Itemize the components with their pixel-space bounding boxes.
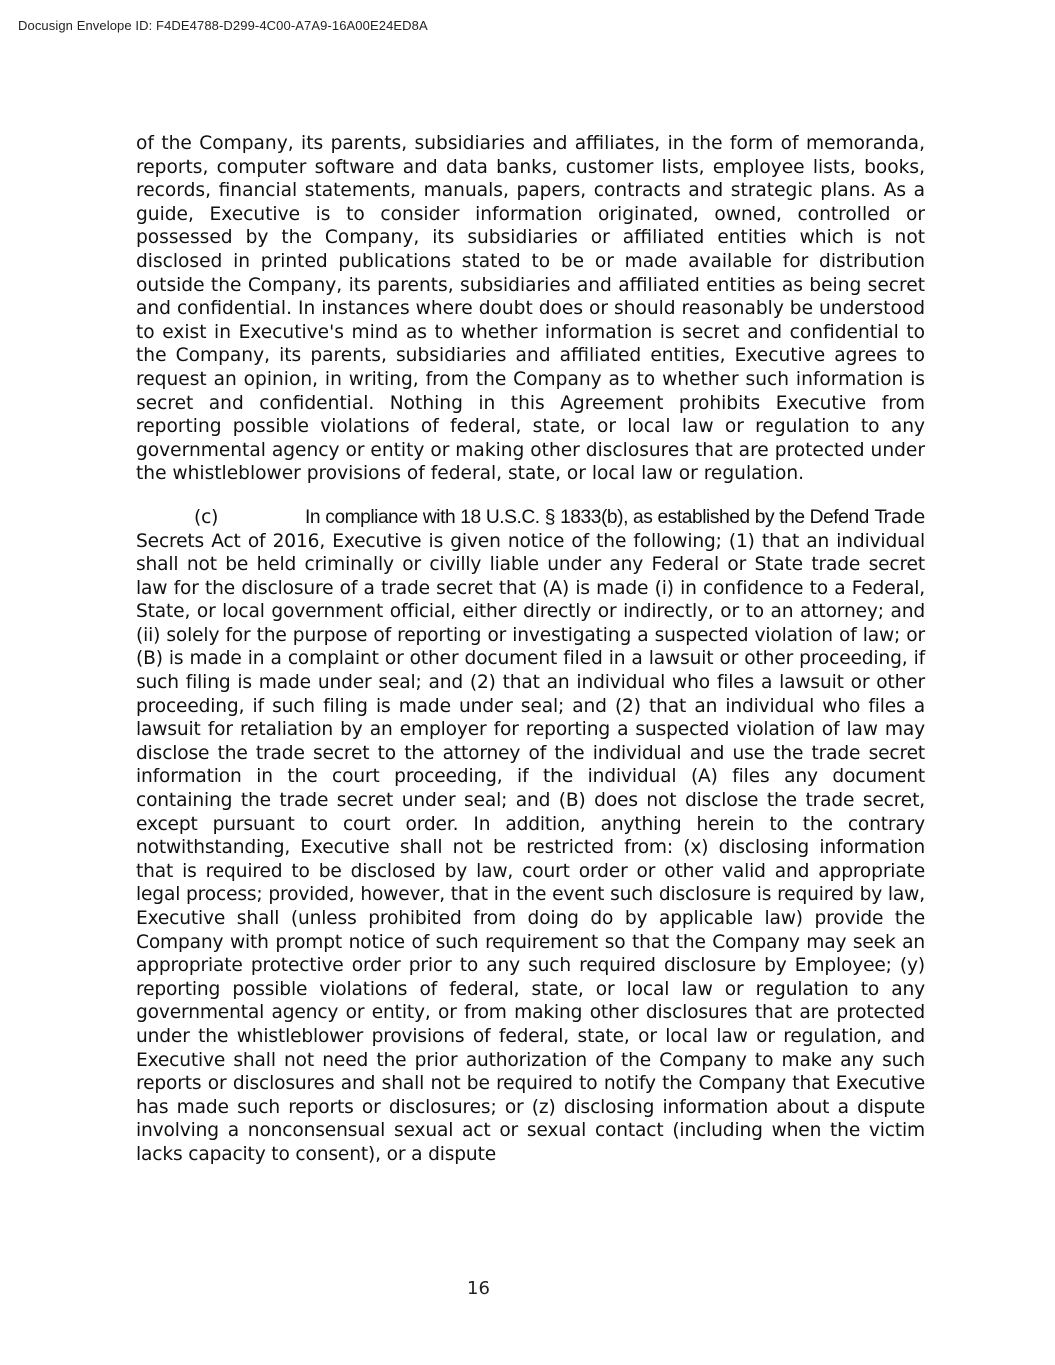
page-number: 16 [467, 1278, 490, 1299]
paragraph-c-defend-trade-secrets [136, 506, 925, 1167]
document-body [136, 132, 925, 1167]
paragraph-confidential-information: of the Company, its parents, subsidiaries and affiliates, in the form of memoranda, reports, computer software and data banks, customer lists, employee lists, books, records, financial statements, manuals, papers, contracts and strategic plans. As a guide, Executive is to consider information originated, owned, controlled or possessed by the Company, its subsidiaries or affiliated entities which is not disclosed in printed publications stated to be or made available for distribution outside the Company, its parents, subsidiaries and affiliated entities as being secret and confidential. In instances where doubt does or should reasonably be understood to exist in Executive's mind as to whether information is secret and confidential to the Company, its parents, subsidiaries and affiliated entities, Executive agrees to request an opinion, in writing, from the Company as to whether such information is secret and confidential. Nothing in this Agreement prohibits Executive from reporting possible violations of federal, state, or local law or regulation to any governmental agency or entity or making other disclosures that are protected under the whistleblower provisions of federal, state, or local law or regulation. [136, 133, 925, 485]
paragraph-lead-in: In compliance with 18 U.S.C. § 1833(b), as established by the Defend [305, 506, 869, 528]
paragraph-marker: (c) [194, 506, 219, 528]
paragraph-body: Trade Secrets Act of 2016, Executive is given notice of the following; (1) that an individual shall not be held criminally or civilly liable under any Federal or State trade secret law for the disclosure of a trade secret that (A) is made (i) in confidence to a Federal, State, or local government official, either directly or indirectly, or to an attorney; and (ii) solely for the purpose of reporting or investigating a suspected violation of law; or (B) is made in a complaint or other document filed in a lawsuit or other proceeding, if such filing is made under seal; and (2) that an individual who files a lawsuit or other proceeding, if such filing is made under seal; and (2) that an individual who files a lawsuit for retaliation by an employer for reporting a suspected violation of law may disclose the trade secret to the attorney of the individual and use the trade secret information in the court proceeding, if the individual (A) files any document containing the trade secret under seal; and (B) does not disclose the trade secret, except pursuant to court order. In addition, anything herein to the contrary notwithstanding, Executive shall not be restricted from: (x) disclosing information that is required to be disclosed by law, court order or other valid and appropriate legal process; provided, however, that in the event such disclosure is required by law, Executive shall (unless prohibited from doing do by applicable law) provide the Company with prompt notice of such requirement so that the Company may seek an appropriate protective order prior to any such required disclosure by Employee; (y) reporting possible violations of federal, state, or local law or regulation to any governmental agency or entity, or from making other disclosures that are protected under the whistleblower provisions of federal, state, or local law or regulation, and Executive shall not need the prior authorization of the Company to make any such reports or disclosures and shall not be required to notify the Company that Executive has made such reports or disclosures; or (z) disclosing information about a dispute involving a nonconsensual sexual act or sexual contact (including when the victim lacks capacity to consent), or a dispute [136, 506, 925, 1165]
docusign-envelope-id: Docusign Envelope ID: F4DE4788-D299-4C00-A7A9-16A00E24ED8A [18, 18, 428, 33]
